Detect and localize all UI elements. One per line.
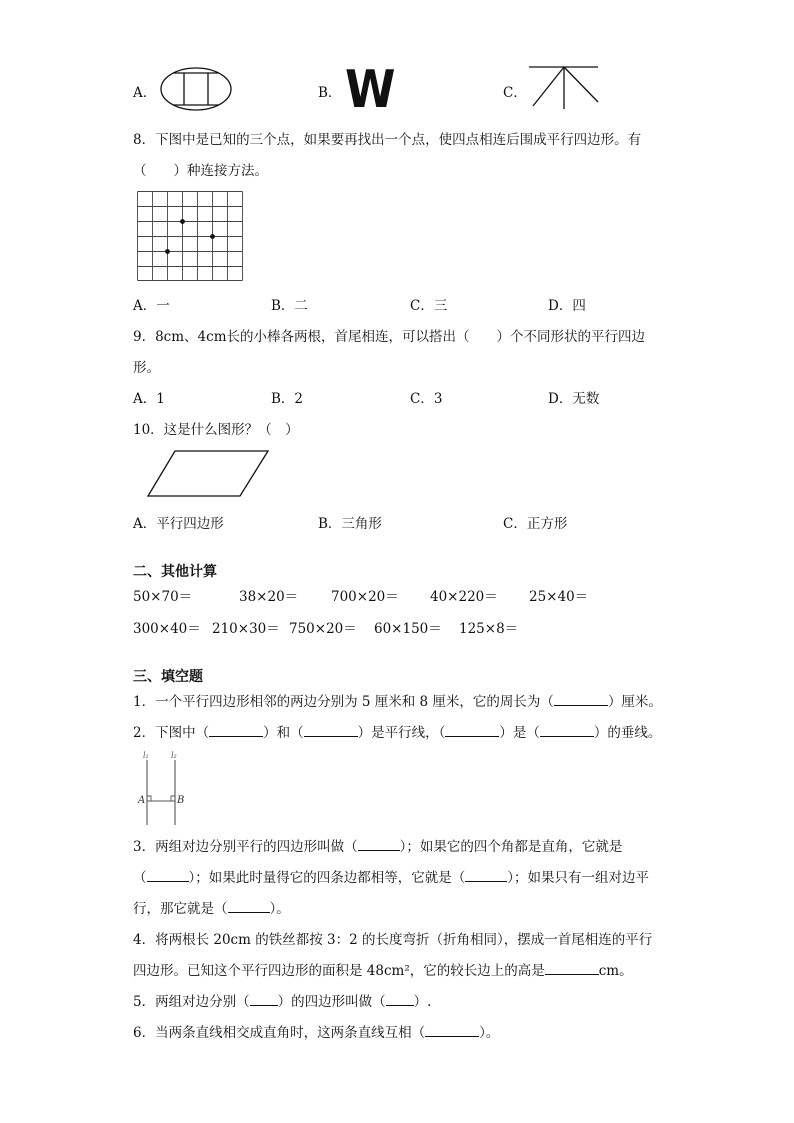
- fill-q5-blank-2[interactable]: [386, 993, 414, 1006]
- calc-2-1: 300×40＝: [133, 621, 201, 637]
- fill-q5-blank-1[interactable]: [250, 993, 278, 1006]
- q8-option-a: A．一: [133, 298, 170, 314]
- fill-q6-blank[interactable]: [425, 1024, 479, 1037]
- fill-q3-text-1b: ）；如果它的四个角都是直角，它就是: [399, 839, 623, 855]
- section-2-title: 二、其他计算: [133, 564, 217, 580]
- q7-option-c-label: C．: [503, 85, 527, 101]
- fill-q2-blank-4[interactable]: [540, 724, 594, 737]
- q8-option-c: C．三: [410, 298, 448, 314]
- calc-1-2: 38×20＝: [239, 589, 299, 605]
- fill-q3-blank-3[interactable]: [465, 869, 507, 882]
- fill-q2: [133, 724, 661, 742]
- fill-q4-text-2b: cm。: [598, 963, 633, 979]
- fill-q2-blank-2[interactable]: [304, 724, 358, 737]
- fill-q1-text-b: ）厘米。: [607, 694, 662, 710]
- q10-option-b: B．三角形: [318, 516, 382, 532]
- section-3-title: 三、填空题: [133, 669, 203, 685]
- fill-q2-figure: [137, 752, 191, 826]
- fill-q3-text-2b: ）；如果此时量得它的四条边都相等，它就是（: [188, 870, 466, 886]
- calc-2-5: 125×8＝: [459, 621, 519, 637]
- q7-option-b-label: B．: [318, 85, 342, 101]
- q9-option-d: D．无数: [548, 391, 600, 407]
- q7-option-b-glyph: W: [345, 60, 396, 120]
- fill-q3-blank-4[interactable]: [228, 900, 270, 913]
- calc-2-2: 210×30＝: [212, 621, 280, 637]
- q8-option-b: B．二: [271, 298, 308, 314]
- fill-q2-text-e: ）的垂线。: [593, 725, 662, 741]
- fill-q3-text-3b: ）。: [269, 901, 290, 917]
- fill-q2-blank-3[interactable]: [445, 724, 499, 737]
- q9-option-b: B．2: [271, 391, 304, 407]
- q10-option-a: A．平行四边形: [133, 516, 224, 532]
- fill-q2-label-l2: l₂: [171, 751, 177, 760]
- fill-q5-text-b: ）的四边形叫做（: [277, 994, 386, 1010]
- fill-q6-text-a: 6．当两条直线相交成直角时，这两条直线互相（: [133, 1025, 426, 1041]
- q7-option-c-figure: [528, 66, 600, 110]
- fill-q1-text-a: 1．一个平行四边形相邻的两边分别为 5 厘米和 8 厘米，它的周长为（: [133, 694, 554, 710]
- fill-q4-text-2a: 四边形。已知这个平行四边形的面积是 48cm²，它的较长边上的高是: [133, 963, 545, 979]
- fill-q3-blank-2[interactable]: [147, 869, 189, 882]
- fill-q2-blank-1[interactable]: [209, 724, 263, 737]
- calc-1-4: 40×220＝: [430, 589, 498, 605]
- fill-q4-blank[interactable]: [545, 962, 599, 975]
- fill-q5-text-c: ）.: [413, 994, 432, 1010]
- fill-q3-line1: [133, 838, 622, 856]
- fill-q2-text-a: 2．下图中（: [133, 725, 210, 741]
- q8-text-line1: 8．下图中是已知的三个点，如果要再找出一个点，使四点相连后围成平行四边形。有: [133, 132, 642, 148]
- q9-text-line1: 9．8cm、4cm长的小棒各两根，首尾相连，可以搭出（ ）个不同形状的平行四边: [133, 329, 645, 345]
- fill-q2-text-b: ）和（: [263, 725, 304, 741]
- q9-option-c: C．3: [410, 391, 443, 407]
- fill-q4-line1: 4．将两根长 20cm 的铁丝都按 3：2 的长度弯折（折角相同），摆成一首尾相连的平行: [133, 932, 653, 948]
- fill-q3-text-2a: （: [133, 870, 147, 886]
- grid-point-3: [165, 249, 170, 254]
- calc-2-4: 60×150＝: [374, 621, 442, 637]
- q8-dot-grid: [137, 191, 245, 281]
- fill-q2-label-A: A: [138, 795, 146, 806]
- q9-text-line2: 形。: [133, 360, 160, 376]
- fill-q3-text-1a: 3．两组对边分别平行的四边形叫做（: [133, 839, 358, 855]
- calc-1-1: 50×70＝: [133, 589, 193, 605]
- grid-point-2: [210, 234, 215, 239]
- fill-q2-text-d: ）是（: [499, 725, 540, 741]
- q10-text: 10．这是什么图形？（ ）: [133, 422, 299, 438]
- fill-q2-text-c: ）是平行线，（: [357, 725, 446, 741]
- fill-q2-label-B: B: [177, 795, 185, 806]
- fill-q6: [133, 1024, 499, 1042]
- fill-q3-blank-1[interactable]: [358, 838, 400, 851]
- q9-option-a: A．1: [133, 391, 165, 407]
- q10-parallelogram: [147, 449, 271, 499]
- q8-option-d: D．四: [548, 298, 586, 314]
- fill-q1-blank[interactable]: [554, 693, 608, 706]
- fill-q5: [133, 993, 431, 1011]
- fill-q2-label-l1: l₁: [143, 751, 149, 760]
- fill-q3-line3: [133, 900, 290, 918]
- calc-1-3: 700×20＝: [331, 589, 399, 605]
- fill-q6-text-b: ）。: [479, 1025, 500, 1041]
- q10-option-c: C．正方形: [503, 516, 568, 532]
- q7-option-a-figure: [160, 66, 234, 112]
- fill-q3-line2: [133, 869, 649, 887]
- calc-2-3: 750×20＝: [289, 621, 357, 637]
- fill-q3-text-2c: ）；如果只有一组对边平: [507, 870, 649, 886]
- fill-q3-text-3a: 行，那它就是（: [133, 901, 228, 917]
- fill-q4-line2: [133, 962, 633, 980]
- grid-point-1: [180, 219, 185, 224]
- q8-text-line2: （ ）种连接方法。: [133, 163, 268, 179]
- q7-option-a-label: A．: [133, 85, 157, 101]
- fill-q5-text-a: 5．两组对边分别（: [133, 994, 250, 1010]
- calc-1-5: 25×40＝: [529, 589, 589, 605]
- fill-q1: [133, 693, 662, 711]
